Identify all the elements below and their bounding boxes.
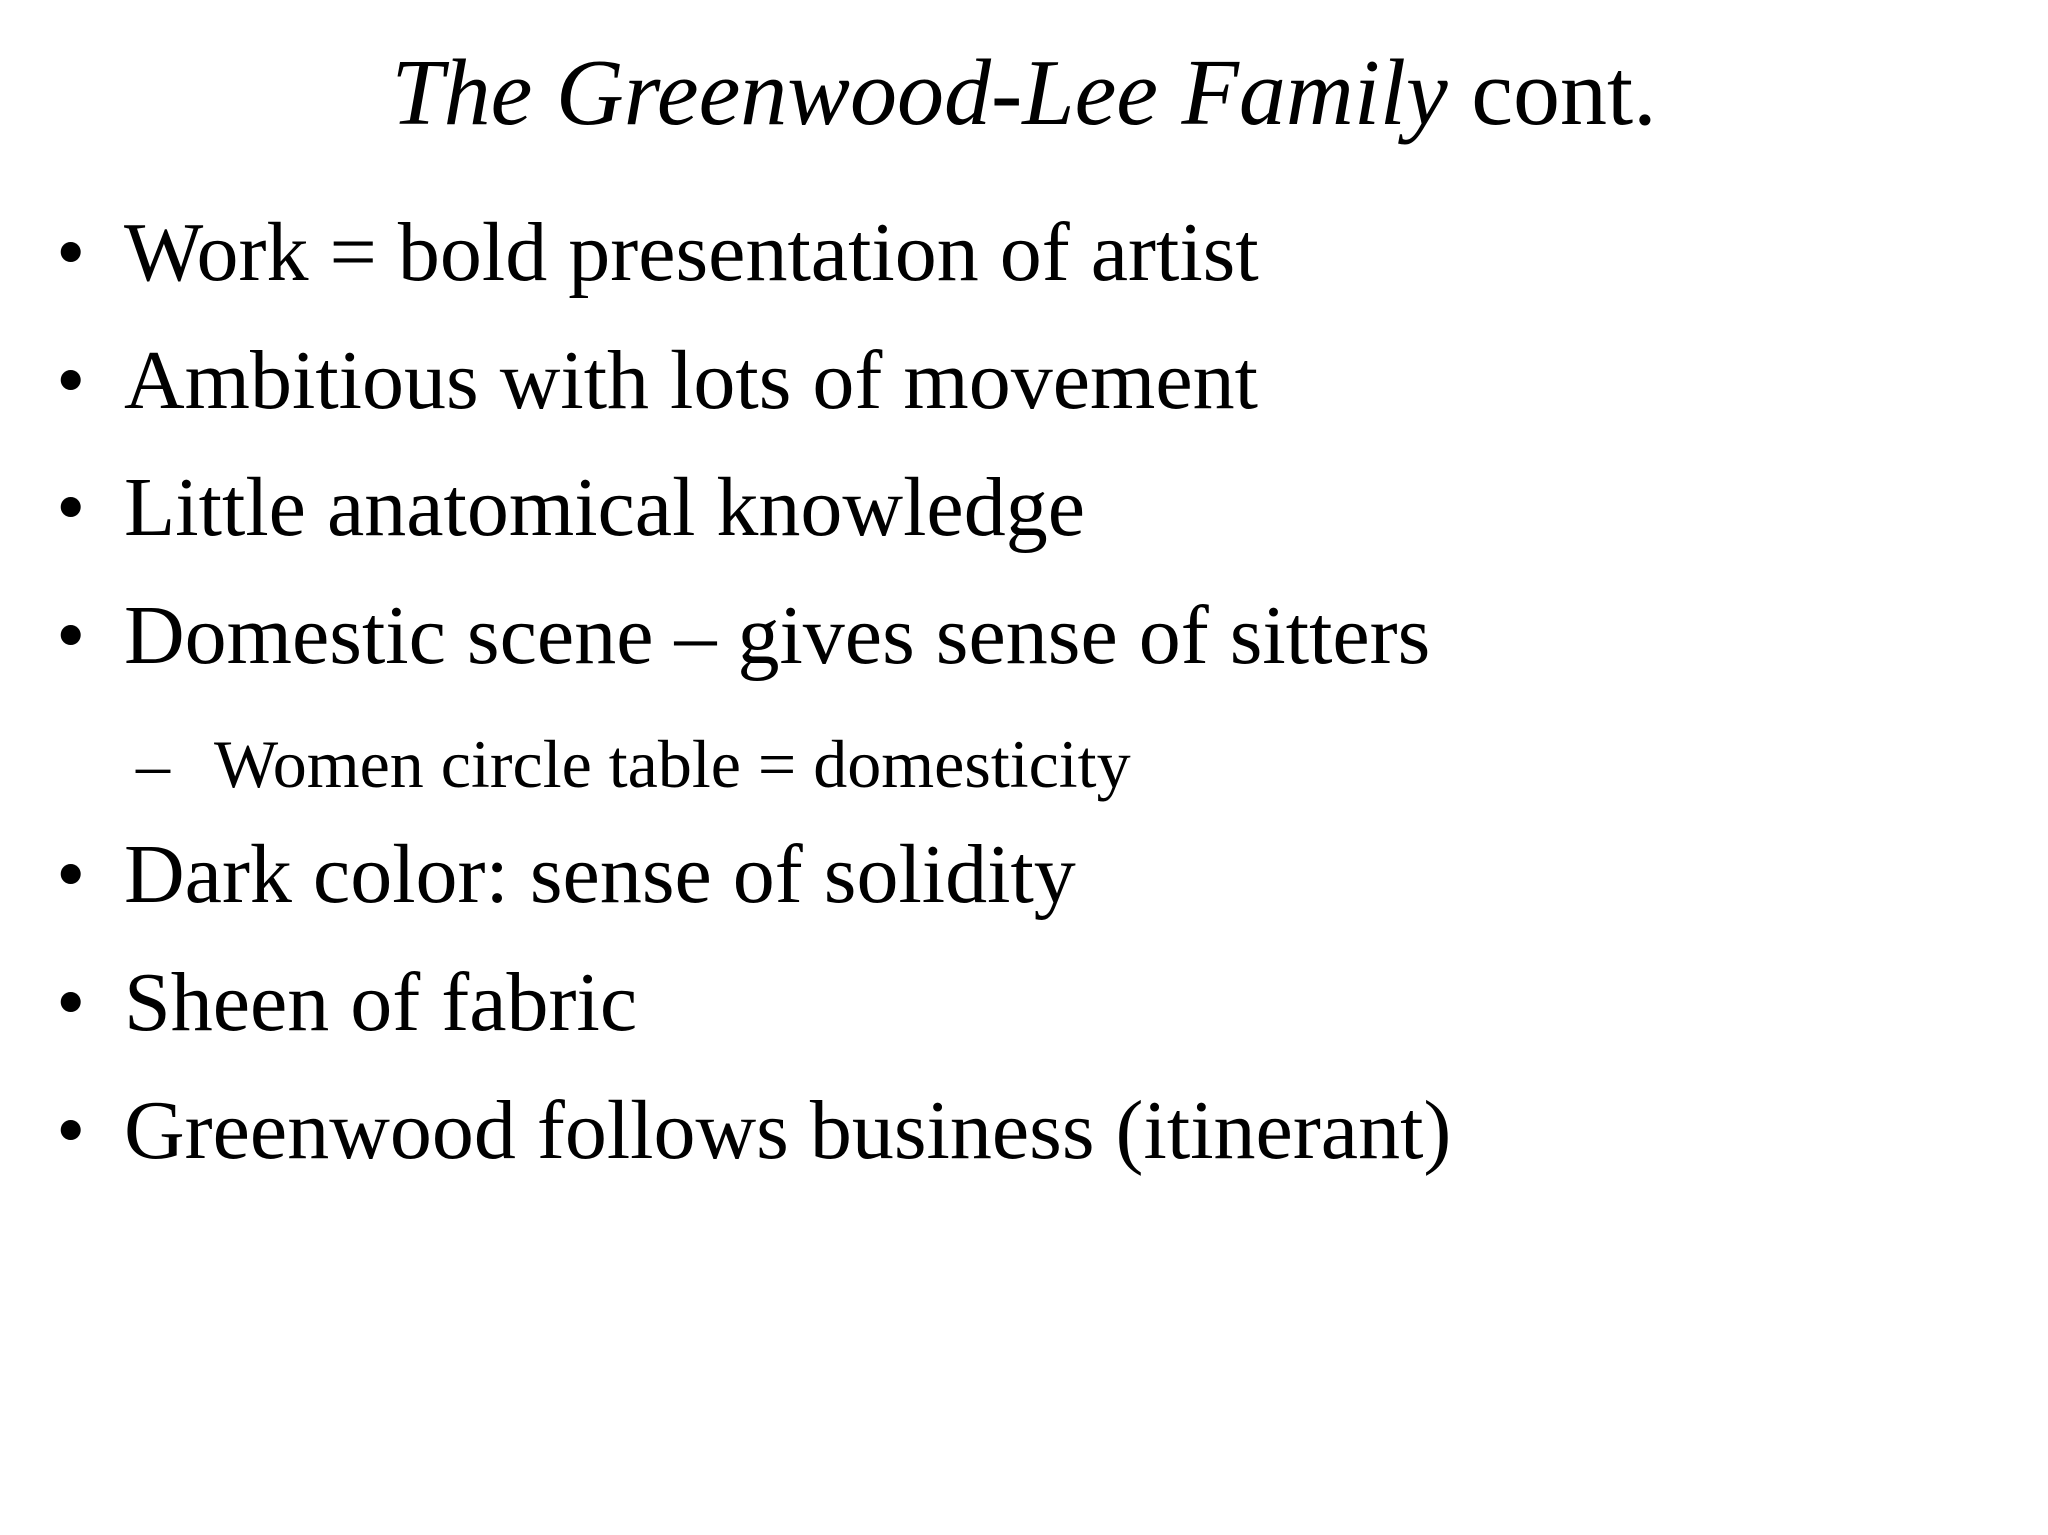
sub-bullet-item	[136, 724, 1131, 804]
sub-bullet-text: Women circle table = domesticity	[214, 726, 1131, 802]
bullet-point-icon: •	[56, 828, 86, 921]
slide-title-suffix: cont.	[1447, 41, 1657, 145]
bullet-point-icon: •	[56, 1084, 86, 1177]
bullet-point-icon: •	[56, 956, 86, 1049]
bullet-item	[56, 458, 1085, 558]
bullet-point-icon: •	[56, 206, 86, 299]
bullet-point-icon: •	[56, 589, 86, 682]
bullet-item	[56, 331, 1258, 431]
bullet-text: Ambitious with lots of movement	[124, 334, 1258, 427]
bullet-text: Work = bold presentation of artist	[124, 206, 1259, 299]
bullet-point-icon: •	[56, 461, 86, 554]
bullet-text: Greenwood follows business (itinerant)	[124, 1084, 1452, 1177]
bullet-item	[56, 825, 1076, 925]
bullet-text: Little anatomical knowledge	[124, 461, 1085, 554]
bullet-item	[56, 586, 1430, 686]
bullet-item	[56, 953, 637, 1053]
bullet-point-icon: •	[56, 334, 86, 427]
bullet-item	[56, 1081, 1451, 1181]
dash-icon: –	[136, 726, 170, 802]
bullet-text: Sheen of fabric	[124, 956, 638, 1049]
slide-title-italic: The Greenwood-Lee Family	[391, 41, 1448, 145]
bullet-text: Dark color: sense of solidity	[124, 828, 1076, 921]
bullet-item	[56, 203, 1259, 303]
bullet-text: Domestic scene – gives sense of sitters	[124, 589, 1431, 682]
